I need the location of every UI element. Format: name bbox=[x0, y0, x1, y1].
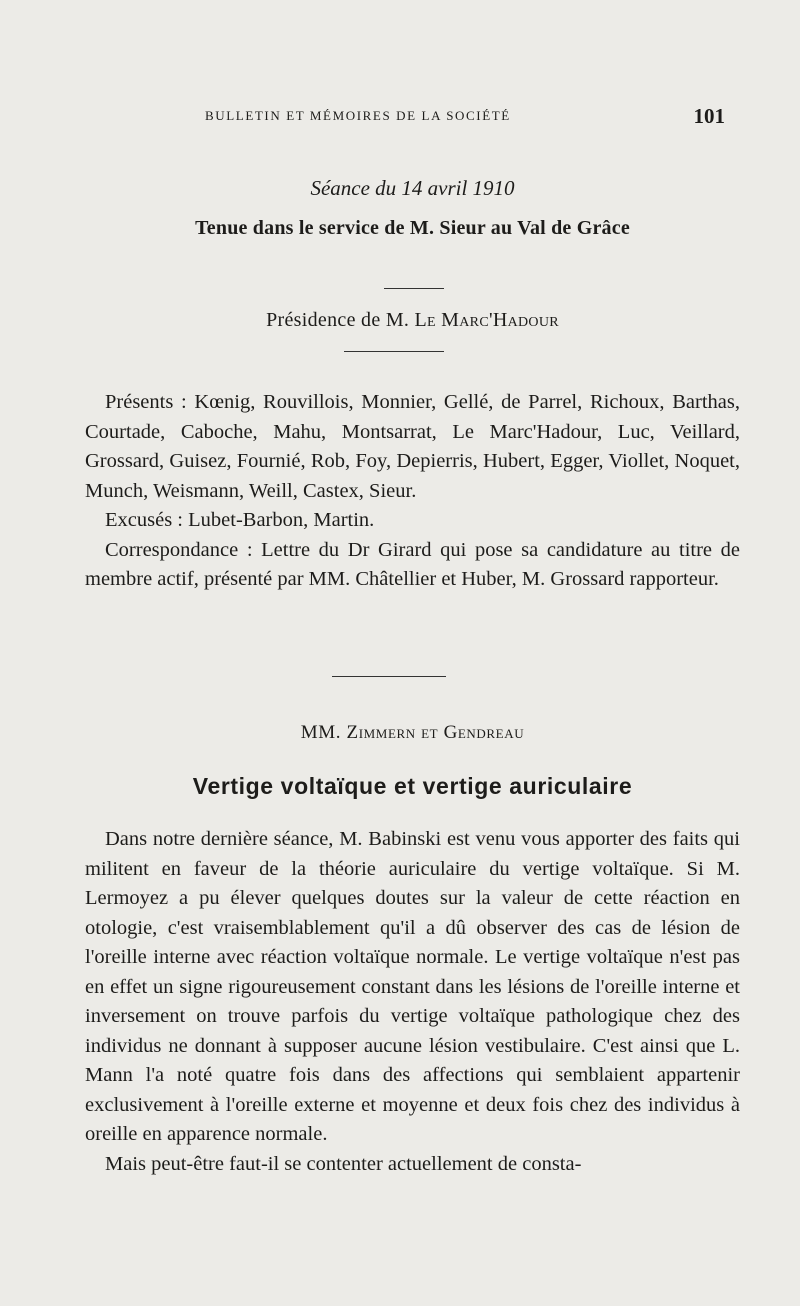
presidence-prefix: Présidence de M. bbox=[266, 309, 410, 331]
seance-date: Séance du 14 avril 1910 bbox=[310, 176, 515, 200]
president-name: Le Marc'Hadour bbox=[414, 309, 559, 331]
author-gendreau: Gendreau bbox=[443, 722, 525, 743]
seance-location: Tenue dans le service de M. Sieur au Val de Grâce bbox=[195, 217, 630, 239]
divider bbox=[332, 676, 446, 677]
article-body bbox=[85, 825, 740, 1179]
divider bbox=[384, 288, 444, 289]
page-header bbox=[205, 104, 725, 128]
attendance-block bbox=[85, 388, 740, 595]
presidence-line bbox=[85, 309, 740, 332]
authors-conjunction: et bbox=[421, 722, 439, 743]
article-authors bbox=[85, 722, 740, 744]
presents-paragraph: Présents : Kœnig, Rouvillois, Monnier, Gellé, de Parrel, Richoux, Barthas, Courtade, Caboche, Mahu, Montsarrat, Le Marc'Hadour, Luc, Veillard, Grossard, Guisez, Fournié, Rob, Foy, Depierris, Hubert, Egger, Viollet, Noquet, Munch, Weismann, Weill, Castex, Sieur. bbox=[85, 391, 740, 502]
authors-prefix: MM. bbox=[300, 722, 342, 743]
article-paragraph-2: Mais peut-être faut-il se contenter actuellement de consta- bbox=[105, 1152, 582, 1175]
correspondance-paragraph: Correspondance : Lettre du Dr Girard qui pose sa candidature au titre de membre actif, présenté par MM. Châtellier et Huber, M. Grossard rapporteur. bbox=[85, 538, 740, 590]
author-zimmern: Zimmern bbox=[346, 722, 416, 743]
running-title: BULLETIN ET MÉMOIRES DE LA SOCIÉTÉ bbox=[205, 108, 511, 123]
divider bbox=[344, 351, 444, 352]
article-title: Vertige voltaïque et vertige auriculaire bbox=[192, 773, 633, 799]
excuses-paragraph: Excusés : Lubet-Barbon, Martin. bbox=[105, 509, 375, 531]
page-number: 101 bbox=[693, 104, 725, 128]
article-paragraph-1: Dans notre dernière séance, M. Babinski est venu vous apporter des faits qui militent en faveur de la théorie auriculaire du vertige voltaïque. Si M. Lermoyez a pu élever quelques doutes sur la valeur de cette réaction en otologie, c'est vraisemblablement qu'il a dû observer des cas de lésion de l'oreille interne avec réaction voltaïque normale. Le vertige voltaïque n'est pas en effet un signe rigoureusement constant dans les lésions de l'oreille interne et inversement on trouve parfois du vertige voltaïque pathologique chez des individus ne donnant à supposer aucune lésion vestibulaire. C'est ainsi que L. Mann l'a noté quatre fois dans des affections qui semblaient appartenir exclusivement à l'oreille externe et moyenne et deux fois chez des individus à oreille en apparence normale. bbox=[85, 828, 740, 1145]
